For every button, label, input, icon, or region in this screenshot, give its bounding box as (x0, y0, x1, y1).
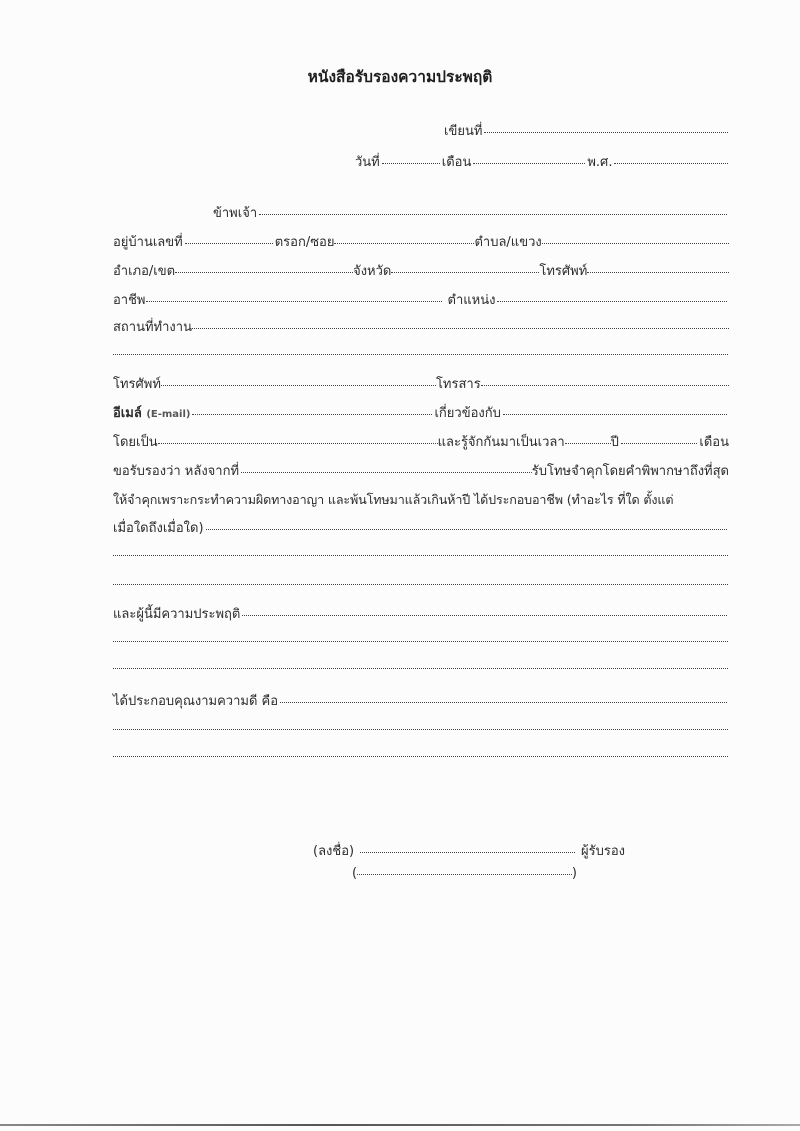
alley-label: ตรอก/ซอย (274, 235, 335, 250)
email-field[interactable] (192, 413, 432, 415)
occupation-history-field[interactable] (206, 528, 727, 530)
workplace-row (113, 316, 729, 337)
position-field[interactable] (497, 300, 727, 302)
sign-label: (ลงชื่อ) (313, 844, 355, 859)
paragraph-row-1 (113, 490, 729, 510)
fax-label: โทรสาร (435, 377, 481, 392)
workplace-field[interactable] (192, 327, 729, 329)
written-at-label: เขียนที่ (444, 124, 483, 139)
phone-fax-row (113, 373, 729, 394)
occupation-row (113, 289, 729, 310)
email-row (113, 402, 729, 423)
months-label: เดือน (699, 435, 729, 450)
paragraph-line-2-label: เมื่อใดถึงเมื่อใด) (113, 521, 204, 536)
house-no-field[interactable] (185, 242, 273, 244)
occupation-history-line-3[interactable] (113, 583, 728, 585)
email-label (113, 402, 190, 423)
signature-field[interactable] (360, 851, 575, 853)
date-field[interactable] (382, 162, 440, 164)
good-deeds-line-2[interactable] (113, 728, 728, 730)
workplace-label: สถานที่ทำงาน (113, 320, 192, 335)
written-at-field[interactable] (484, 131, 728, 133)
related-to-label: เกี่ยวข้องกับ (434, 406, 501, 421)
occupation-field[interactable] (146, 300, 442, 302)
certify-after-field[interactable] (241, 471, 532, 473)
phone-field-1[interactable] (587, 271, 729, 273)
phone-field-2[interactable] (161, 384, 436, 386)
position-label: ตำแหน่ง (447, 293, 496, 308)
good-deeds-line-3[interactable] (113, 755, 728, 757)
name-field[interactable] (259, 213, 727, 215)
certifier-label: ผู้รับรอง (581, 844, 625, 859)
behavior-line-2[interactable] (113, 640, 728, 642)
written-at-row (444, 120, 730, 141)
behavior-line-3[interactable] (113, 667, 728, 669)
printed-name-field[interactable] (357, 873, 572, 875)
fax-field[interactable] (481, 384, 729, 386)
month-label: เดือน (441, 155, 472, 170)
known-for-label: และรู้จักกันมาเป็นเวลา (437, 435, 565, 450)
year-label: พ.ศ. (587, 155, 613, 170)
email-sub-label: (E-mail) (146, 409, 191, 420)
good-deeds-row (113, 690, 729, 711)
printed-name-row (352, 866, 577, 881)
workplace-field-line-2[interactable] (113, 353, 728, 355)
occupation-label: อาชีพ (113, 293, 146, 308)
occupation-history-line-2[interactable] (113, 554, 728, 556)
month-field[interactable] (473, 162, 585, 164)
known-months-field[interactable] (621, 442, 697, 444)
good-deeds-field[interactable] (280, 701, 727, 703)
province-label: จังหวัด (353, 264, 392, 279)
certify-after-label: ขอรับรองว่า หลังจากที่ (113, 464, 240, 479)
name-label: ข้าพเจ้า (213, 206, 258, 221)
district-label: อำเภอ/เขต (113, 264, 176, 279)
behavior-label: และผู้นี้มีความประพฤติ (113, 607, 241, 622)
phone-label-1: โทรศัพท์ (539, 264, 588, 279)
phone-label-2: โทรศัพท์ (113, 377, 161, 392)
relationship-row (113, 431, 729, 452)
subdistrict-label: ตำบล/แขวง (474, 235, 542, 250)
behavior-field[interactable] (242, 614, 727, 616)
district-field[interactable] (175, 271, 353, 273)
address-row-1 (113, 231, 729, 252)
date-label: วันที่ (355, 155, 380, 170)
document-title: หนังสือรับรองความประพฤติ (307, 68, 493, 86)
signature-row (313, 840, 625, 861)
province-field[interactable] (391, 271, 539, 273)
related-to-field[interactable] (503, 413, 727, 415)
certify-row (113, 460, 729, 481)
year-field[interactable] (614, 162, 728, 164)
date-row (355, 151, 730, 172)
name-row (213, 202, 729, 223)
email-label-text: อีเมล์ (113, 406, 142, 421)
subdistrict-field[interactable] (542, 242, 729, 244)
paragraph-row-2 (113, 517, 729, 538)
paragraph-line-1: ให้จำคุกเพราะกระทำความผิดทางอาญา และพ้นโทษมาแล้วเกินห้าปี ได้ประกอบอาชีพ (ทำอะไร ที่ใด ตั้งแต่ (113, 492, 674, 507)
address-row-2 (113, 260, 729, 281)
house-no-label: อยู่บ้านเลขที่ (113, 235, 183, 250)
years-label: ปี (610, 435, 619, 450)
alley-field[interactable] (334, 242, 474, 244)
page-bottom-edge (0, 1124, 800, 1126)
sentence-label: รับโทษจำคุกโดยคำพิพากษาถึงที่สุด (531, 464, 729, 479)
good-deeds-label: ได้ประกอบคุณงามความดี คือ (113, 694, 279, 709)
as-field[interactable] (158, 442, 438, 444)
close-paren: ) (571, 866, 577, 881)
as-label: โดยเป็น (113, 435, 158, 450)
known-years-field[interactable] (565, 442, 611, 444)
open-paren: ( (352, 866, 358, 881)
behavior-row (113, 603, 729, 624)
